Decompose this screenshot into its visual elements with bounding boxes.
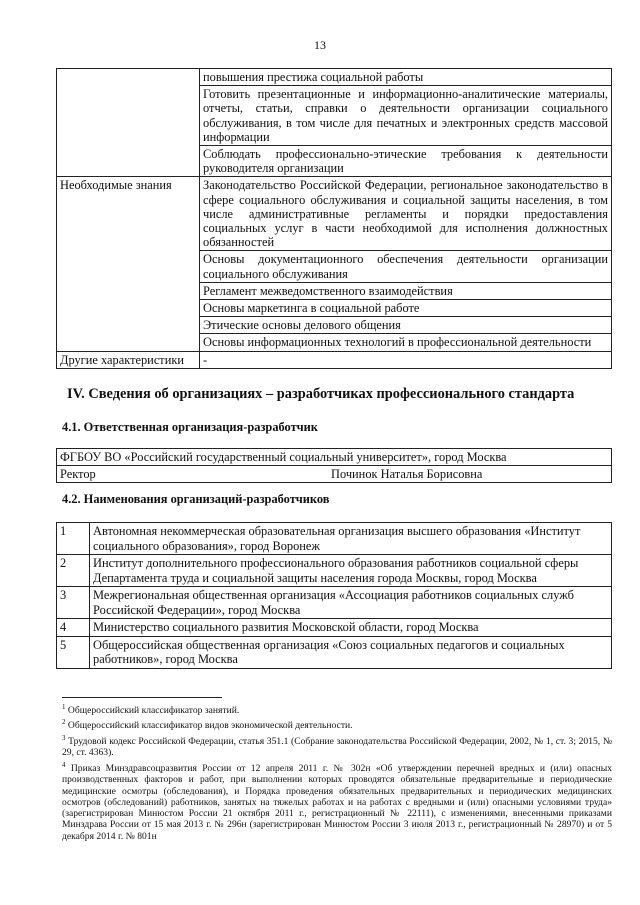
footnote-mark: 3 <box>62 733 66 742</box>
row-number: 2 <box>57 555 90 587</box>
row-label: Другие характеристики <box>57 351 200 368</box>
table-cell: - <box>200 351 612 368</box>
footnote-mark: 2 <box>62 718 66 727</box>
table-cell: Этические основы делового общения <box>200 317 612 334</box>
table-row <box>57 619 612 637</box>
competency-table <box>56 68 612 369</box>
section-4-2-title: 4.2. Наименования организаций-разработчиков <box>62 492 330 506</box>
table-row <box>57 449 612 466</box>
footnotes <box>62 702 612 843</box>
section-4-title: IV. Сведения об организациях – разработчиках профессионального стандарта <box>67 386 575 402</box>
table-row <box>57 351 612 368</box>
table-cell: Соблюдать профессионально-этические требования к деятельности руководителя организации <box>200 146 612 177</box>
page-number: 13 <box>314 38 326 52</box>
footnote-text: Трудовой кодекс Российской Федерации, статья 351.1 (Собрание законодательства Российской Федерации, 2002, № 1, ст. 3; 2015, № 29, ст. 4363). <box>62 736 612 759</box>
developer-name: Министерство социального развития Московской области, город Москва <box>90 619 612 637</box>
footnote <box>62 733 612 759</box>
footnote <box>62 717 612 731</box>
table-row <box>57 587 612 619</box>
developers-table <box>56 522 612 669</box>
section-4-1-title: 4.1. Ответственная организация-разработчик <box>62 420 318 434</box>
developer-name: Общероссийская общественная организация «Союз социальных педагогов и социальных работников», город Москва <box>90 636 612 668</box>
developer-name: Институт дополнительного профессионального образования работников социальной сферы Департамента труда и социальной защиты населения города Москвы, город Москва <box>90 555 612 587</box>
table-cell: Основы информационных технологий в профессиональной деятельности <box>200 334 612 351</box>
row-number: 4 <box>57 619 90 637</box>
table-row <box>57 636 612 668</box>
table-cell: Готовить презентационные и информационно-аналитические материалы, отчеты, статьи, справки о деятельности организации социального обслуживания, в том числе для печатных и электронных средств массовой информации <box>200 86 612 146</box>
table-cell: Законодательство Российской Федерации, региональное законодательство в сфере социального обслуживания и социальной защиты населения, в том числе административные регламенты и порядки предоставления социальных услуг в части необходимой для исполнения должностных обязанностей <box>200 177 612 251</box>
footnote <box>62 702 612 716</box>
footnote-mark: 1 <box>62 703 66 711</box>
row-label: Необходимые знания <box>57 177 200 351</box>
row-label <box>57 69 200 177</box>
table-cell: Регламент межведомственного взаимодействия <box>200 282 612 299</box>
developer-name: Автономная некоммерческая образовательная организация высшего образования «Институт социального образования», город Воронеж <box>90 523 612 555</box>
table-row <box>57 523 612 555</box>
row-number: 1 <box>57 523 90 555</box>
footnote-text: Приказ Минздравсоцразвития России от 12 апреля 2011 г. № 302н «Об утверждении перечней вредных и (или) опасных производственных факторов и работ, при выполнении которых проводятся обязательные предварительные и периодические медицинские осмотры (обследования), и Порядка проведения обязательных предварительных и периодических медицинских осмотров (обследований) работников, занятых на тяжелых работах и на работах с вредными и (или) опасными условиями труда» (зарегистрирован Минюстом России 21 октября 2011 г., регистрационный № 22111), с изменениями, внесенными приказами Минздрава России от 15 мая 2013 г. № 296н (зарегистрирован Минюстом России 3 июля 2013 г., регистрационный № 28970) и от 5 декабря 2014 г. № 801н <box>62 762 612 842</box>
footnote-divider <box>62 697 222 698</box>
table-cell: Основы маркетинга в социальной работе <box>200 300 612 317</box>
table-row <box>57 177 612 251</box>
footnote-text: Общероссийский классификатор видов экономической деятельности. <box>67 720 353 732</box>
row-number: 5 <box>57 636 90 668</box>
table-row <box>57 555 612 587</box>
table-row <box>57 466 612 483</box>
footnote-mark: 4 <box>62 760 66 769</box>
table-row <box>57 69 612 86</box>
org-person: Починок Наталья Борисовна <box>153 466 612 483</box>
table-cell: повышения престижа социальной работы <box>200 69 612 86</box>
responsible-org-table <box>56 448 612 483</box>
table-cell: Основы документационного обеспечения деятельности организации социального обслуживания <box>200 251 612 282</box>
org-name: ФГБОУ ВО «Российский государственный социальный университет», город Москва <box>57 449 612 466</box>
footnote-text: Общероссийский классификатор занятий. <box>67 705 240 717</box>
footnote <box>62 760 612 842</box>
row-number: 3 <box>57 587 90 619</box>
org-position: Ректор <box>57 466 154 483</box>
developer-name: Межрегиональная общественная организация «Ассоциация работников социальных служб Российской Федерации», город Москва <box>90 587 612 619</box>
